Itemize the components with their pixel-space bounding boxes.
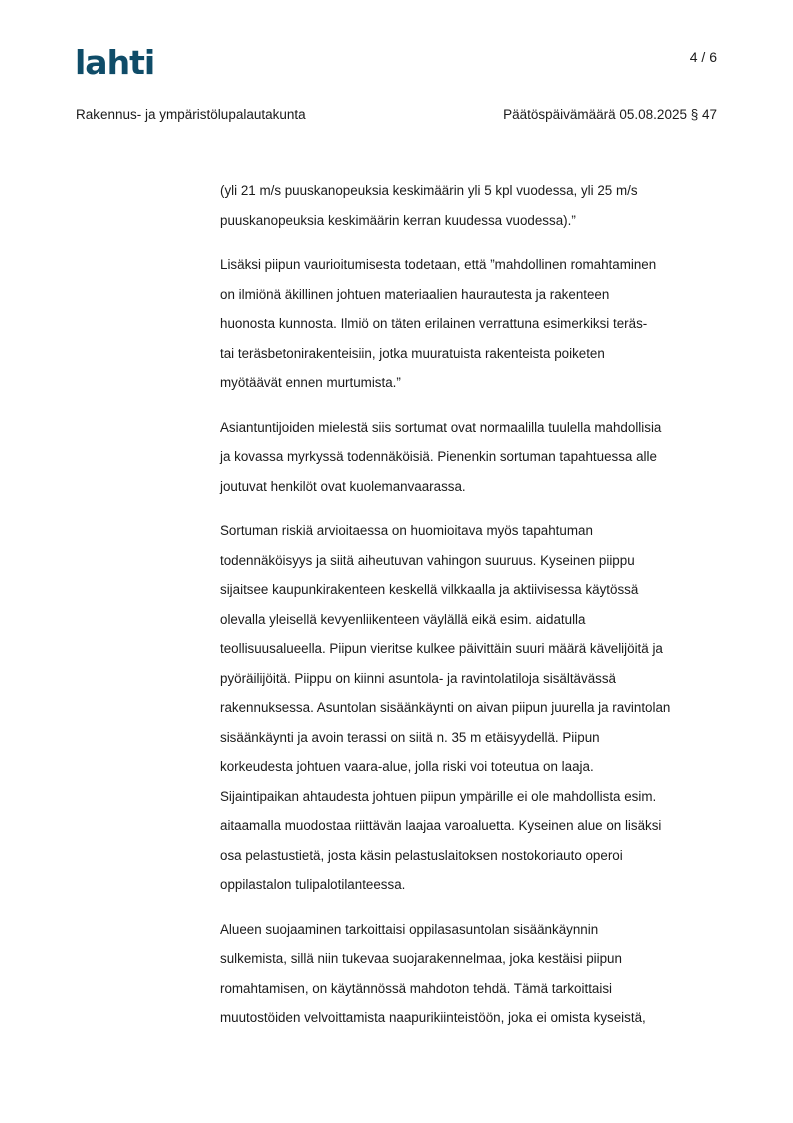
text-line: (yli 21 m/s puuskanopeuksia keskimäärin yli 5 kpl vuodessa, yli 25 m/s xyxy=(220,183,638,198)
text-line: puuskanopeuksia keskimäärin kerran kuudessa vuodessa).” xyxy=(220,212,576,228)
document-body xyxy=(220,176,730,1048)
text-line: korkeudesta johtuen vaara-alue, jolla riski voi toteutua on laaja. xyxy=(220,759,594,774)
text-line: muutostöiden velvoittamista naapurikiinteistöön, joka ei omista kyseistä, xyxy=(220,1010,646,1025)
text-line: on ilmiönä äkillinen johtuen materiaalien haurautesta ja rakenteen xyxy=(220,286,610,302)
text-line: sisäänkäynti ja avoin terassi on siitä n. 35 m etäisyydellä. Piipun xyxy=(220,729,600,745)
text-line: todennäköisyys ja siitä aiheutuvan vahingon suuruus. Kyseinen piippu xyxy=(220,552,635,568)
text-line: teollisuusalueella. Piipun vieritse kulkee päivittäin suuri määrä kävelijöitä ja xyxy=(220,641,663,656)
text-line: myötäävät ennen murtumista.” xyxy=(220,375,401,390)
decision-date: Päätöspäivämäärä 05.08.2025 § 47 xyxy=(503,107,717,122)
text-line: sulkemista, sillä niin tukevaa suojarakennelmaa, joka kestäisi piipun xyxy=(220,951,622,966)
text-line: Lisäksi piipun vaurioitumisesta todetaan, että ”mahdollinen romahtaminen xyxy=(220,257,657,272)
lahti-logo: lahti xyxy=(75,43,155,82)
text-line: Sijaintipaikan ahtaudesta johtuen piipun ympärille ei ole mahdollista esim. xyxy=(220,788,657,804)
paragraph xyxy=(220,413,730,502)
text-line: oppilastalon tulipalotilanteessa. xyxy=(220,877,406,892)
paragraph xyxy=(220,176,730,235)
page-number: 4 / 6 xyxy=(689,49,717,65)
paragraph xyxy=(220,250,730,398)
paragraph xyxy=(220,516,730,900)
text-line: romahtamisen, on käytännössä mahdoton tehdä. Tämä tarkoittaisi xyxy=(220,980,613,996)
text-line: pyöräilijöitä. Piippu on kiinni asuntola- ja ravintolatiloja sisältävässä xyxy=(220,670,616,686)
text-line: Alueen suojaaminen tarkoittaisi oppilasasuntolan sisäänkäynnin xyxy=(220,921,599,937)
text-line: joutuvat henkilöt ovat kuolemanvaarassa. xyxy=(220,478,466,494)
text-line: osa pelastustietä, josta käsin pelastuslaitoksen nostokoriauto operoi xyxy=(220,847,623,863)
text-line: olevalla yleisellä kevyenliikenteen väylällä eikä esim. aidatulla xyxy=(220,611,586,627)
text-line: ja kovassa myrkyssä todennäköisiä. Pienenkin sortuman tapahtuessa alle xyxy=(220,449,657,464)
committee-name: Rakennus- ja ympäristölupalautakunta xyxy=(76,107,306,122)
text-line: huonosta kunnosta. Ilmiö on täten erilainen verrattuna esimerkiksi teräs- xyxy=(220,316,648,331)
text-line: rakennuksessa. Asuntolan sisäänkäynti on aivan piipun juurella ja ravintolan xyxy=(220,700,671,715)
paragraph xyxy=(220,915,730,1033)
text-line: sijaitsee kaupunkirakenteen keskellä vilkkaalla ja aktiivisessa käytössä xyxy=(220,582,639,597)
text-line: tai teräsbetonirakenteisiin, jotka muuratuista rakenteista poiketen xyxy=(220,345,605,361)
text-line: Asiantuntijoiden mielestä siis sortumat ovat normaalilla tuulella mahdollisia xyxy=(220,419,662,435)
text-line: Sortuman riskiä arvioitaessa on huomioitava myös tapahtuman xyxy=(220,523,593,538)
text-line: aitaamalla muodostaa riittävän laajaa varoaluetta. Kyseinen alue on lisäksi xyxy=(220,818,662,833)
